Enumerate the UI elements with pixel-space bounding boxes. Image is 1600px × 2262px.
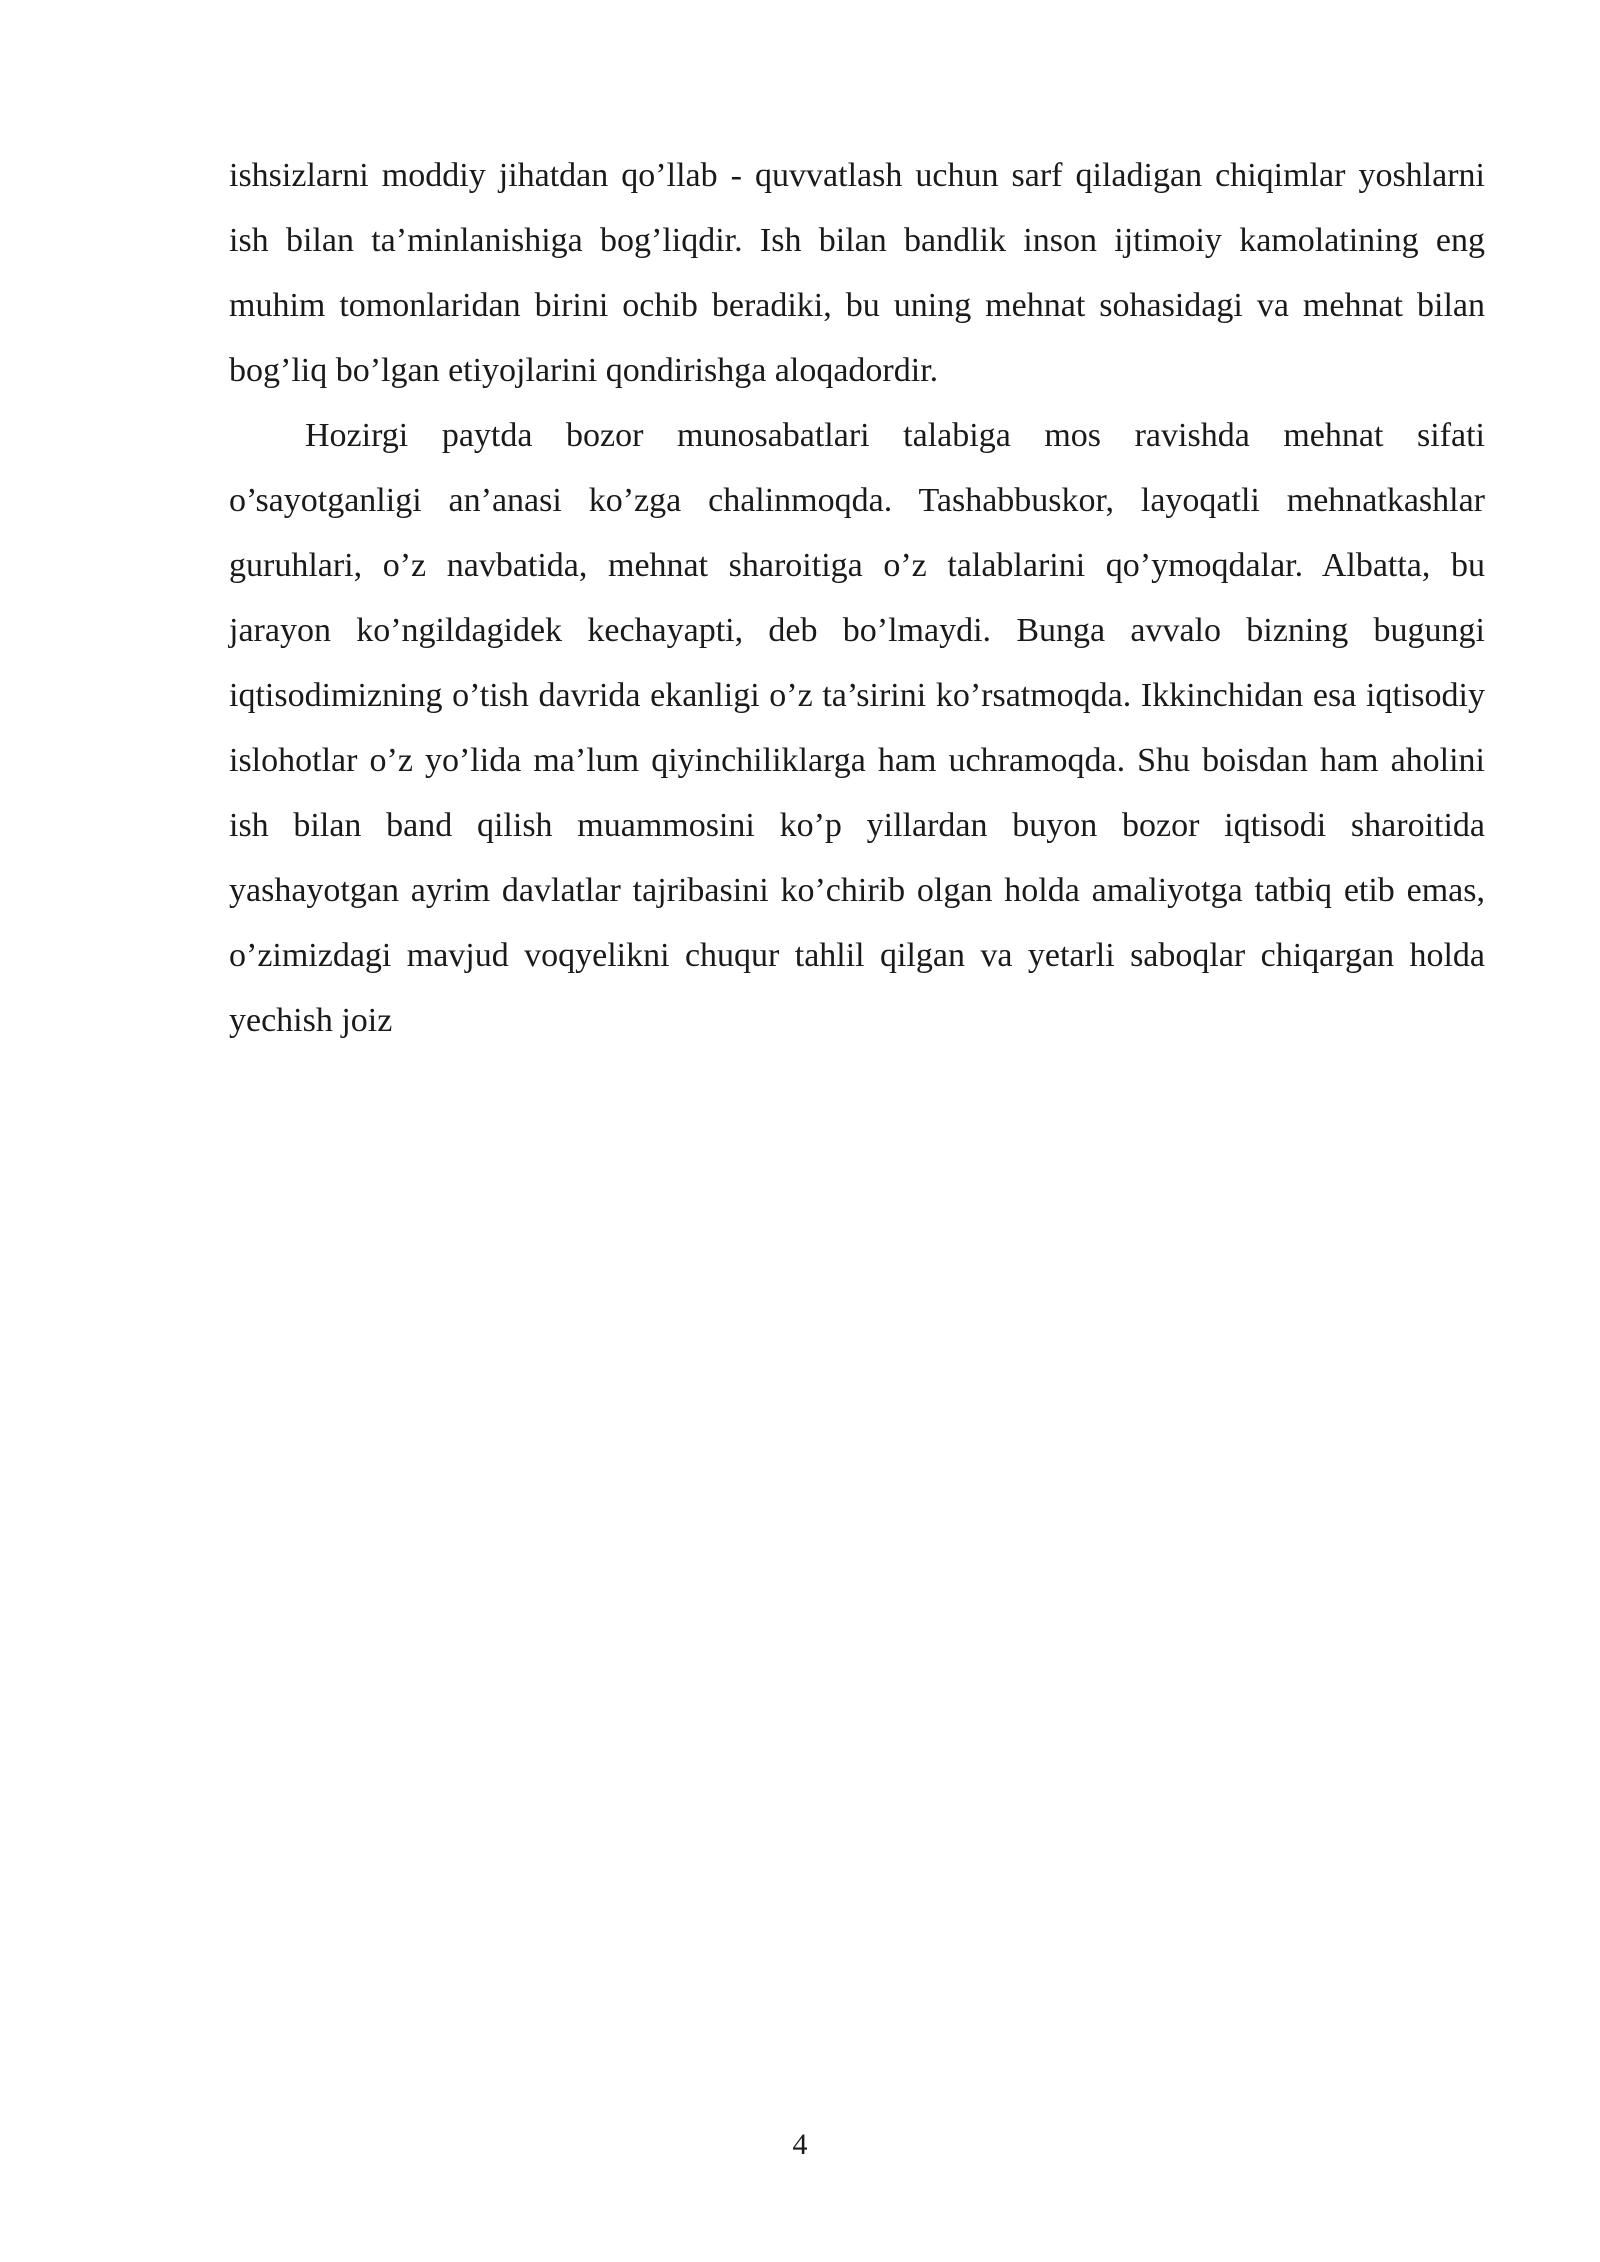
page-number: 4	[792, 2128, 808, 2161]
body-text	[229, 143, 1485, 1053]
paragraph-1: ishsizlarni moddiy jihatdan qo’llab - quvvatlash uchun sarf qiladigan chiqimlar yoshlarni ish bilan ta’minlanishiga bog’liqdir. Ish bilan bandlik inson ijtimoiy kamolatining eng muhim tomonlaridan birini ochib beradiki, bu uning mehnat sohasidagi va mehnat bilan bog’liq bo’lgan etiyojlarini qondirishga aloqadordir.	[229, 157, 1485, 389]
paragraph-2: Hozirgi paytda bozor munosabatlari talabiga mos ravishda mehnat sifati o’sayotganligi an’anasi ko’zga chalinmoqda. Tashabbuskor, layoqatli mehnatkashlar guruhlari, o’z navbatida, mehnat sharoitiga o’z talablarini qo’ymoqdalar. Albatta, bu jarayon ko’ngildagidek kechayapti, deb bo’lmaydi. Bunga avvalo bizning bugungi iqtisodimizning o’tish davrida ekanligi o’z ta’sirini ko’rsatmoqda. Ikkinchidan esa iqtisodiy islohotlar o’z yo’lida ma’lum qiyinchiliklarga ham uchramoqda. Shu boisdan ham aholini ish bilan band qilish muammosini ko’p yillardan buyon bozor iqtisodi sharoitida yashayotgan ayrim davlatlar tajribasini ko’chirib olgan holda amaliyotga tatbiq etib emas, o’zimizdagi mavjud voqyelikni chuqur tahlil qilgan va yetarli saboqlar chiqargan holda yechish joiz	[229, 417, 1485, 1039]
